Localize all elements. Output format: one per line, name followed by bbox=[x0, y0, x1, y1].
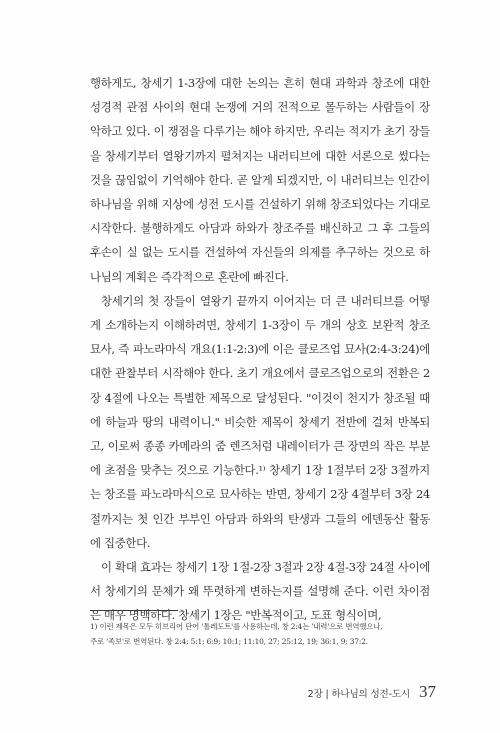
footnote bbox=[90, 619, 434, 649]
footnote-line-2: 주로 '족보'로 번역된다. 창 2:4; 5:1; 6:9; 10:1; 11:10, 27; 25:12, 19; 36:1, 9; 37:2. bbox=[90, 637, 369, 646]
paragraph-1: 행하게도, 창세기 1-3장에 대한 논의는 흔히 현대 과학과 창조에 대한 성경적 관점 사이의 현대 논쟁에 거의 전적으로 몰두하는 사람들이 장악하고 있다. 이 쟁점을 다루기는 해야 하지만, 우리는 적지가 초기 장들을 창세기부터 열왕기까지 펼쳐지는 내러티브에 대한 서론으로 썼다는 것을 끊임없이 기억해야 한다. 곧 알게 되겠지만, 이 내러티브는 인간이 하나님을 위해 지상에 성전 도시를 건설하기 위해 창조되었다는 기대로 시작한다. 불행하게도 아담과 하와가 창조주를 배신하고 그 후 그들의 후손이 실 없는 도시를 건설하여 자신들의 의제를 추구하는 것으로 하나님의 계획은 즉각적으로 혼란에 빠진다. bbox=[90, 76, 430, 284]
footnote-divider bbox=[90, 610, 178, 611]
footnote-line-1: 1) 이런 제목은 모두 히브리어 단어 '톨레도트'를 사용하는데, 창 2:4는 '내력'으로 번역했으나, bbox=[90, 622, 383, 631]
paragraph-2: 창세기의 첫 장들이 열왕기 끝까지 이어지는 더 큰 내러티브를 어떻게 소개하는지 이해하려면, 창세기 1-3장이 두 개의 상호 보완적 창조 묘사, 즉 파노라마식 개요(1:1-2:3)에 이은 클로즈업 묘사(2:4-3:24)에 대한 관찰부터 시작해야 한다. 초기 개요에서 클로즈업으로의 전환은 2장 4절에 나오는 특별한 제목으로 달성된다. "이것이 천지가 창조될 때에 하늘과 땅의 내력이니." 비슷한 제목이 창세기 전반에 걸쳐 반복되고, 이로써 종종 카메라의 줌 렌즈처럼 내레이터가 큰 장면의 작은 부분에 초점을 맞추는 것으로 기능한다.¹⁾ 창세기 1장 1절부터 2장 3절까지는 창조를 파노라마식으로 묘사하는 반면, 창세기 2장 4절부터 3장 24절까지는 첫 인간 부부인 아담과 하와의 탄생과 그들의 에덴동산 활동에 집중한다. bbox=[90, 293, 430, 550]
page-number: 37 bbox=[419, 682, 436, 701]
page-footer bbox=[296, 682, 436, 702]
running-head: 2장 | 하나님의 성전-도시 bbox=[307, 689, 410, 700]
paragraph-3: 이 확대 효과는 창세기 1장 1절-2장 3절과 2장 4절-3장 24절 사이에서 창세기의 문체가 왜 뚜렷하게 변하는지를 설명해 준다. 이런 차이점은 매우 명백하다. 창세기 1장은 "반복적이고, 도표 형식이며, bbox=[90, 560, 430, 623]
main-text bbox=[90, 71, 430, 628]
